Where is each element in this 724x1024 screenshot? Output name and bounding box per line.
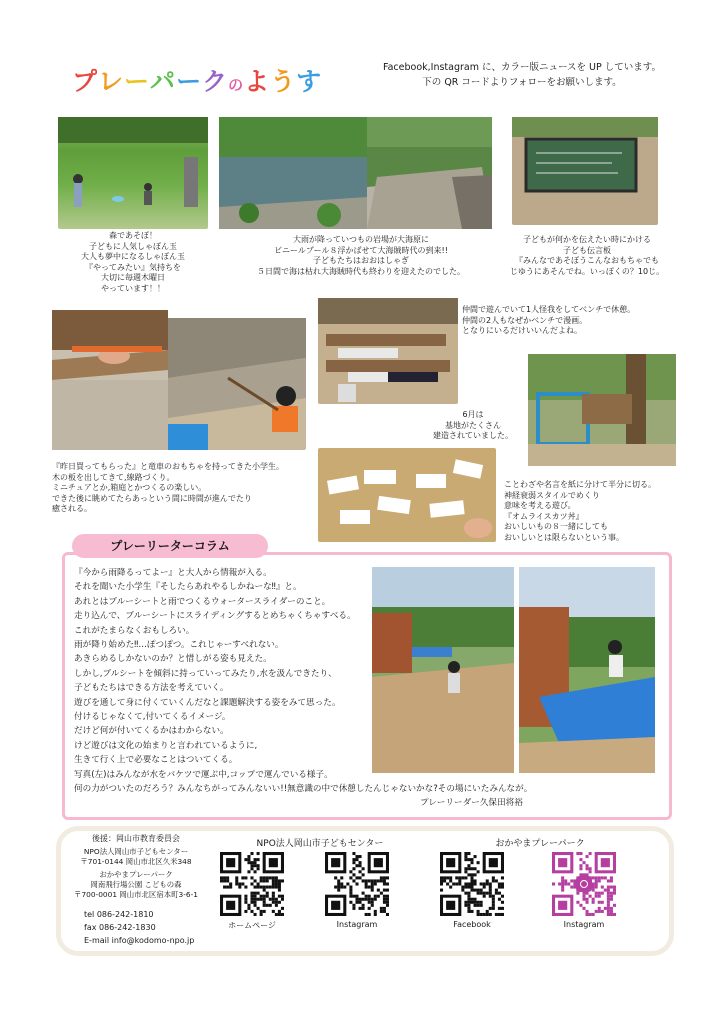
column-line: 遊びを通して身に付くていくんだなと課題解決する姿をみて思った。 <box>74 697 341 708</box>
column-line: それを聞いた小学生『そしたらあれやるしかねーな‼』と。 <box>74 582 302 593</box>
qr-code-park-instagram[interactable] <box>552 852 616 916</box>
caption-line: ５日間で海は枯れ大海賊時代も終わりを迎えたのでした。 <box>257 266 465 276</box>
caption-line: ミニチュアとか,箱庭とかつくるの楽しい。 <box>52 483 207 492</box>
photo-message-board <box>512 117 658 225</box>
caption-line: じゆうにあそんでね。いっぽくの？10じ。 <box>509 266 665 276</box>
caption-line: 木の板を出してきて,線路づくり。 <box>52 472 175 482</box>
column-line: これがたまらなくおもしろい。 <box>74 625 195 636</box>
column-line: 『今から雨降るってよー』と大人から情報が入る。 <box>74 568 272 578</box>
photo-base <box>528 354 676 466</box>
title-char: ー <box>124 67 151 96</box>
qr-label-homepage: ホームページ <box>228 921 276 930</box>
park-heading: おかやまプレーパーク <box>495 839 585 849</box>
caption-line: やっています！！ <box>101 283 165 293</box>
title-char: ー <box>176 67 203 96</box>
caption-line: 大切に毎週木曜日 <box>101 273 165 282</box>
caption-line: 建造されていました。 <box>433 431 513 440</box>
qr-label-facebook: Facebook <box>453 920 491 929</box>
column-line: 生きて行く上で必要なことはついてくる。 <box>74 755 238 766</box>
column-line: 付けるじゃなくて,付いてくるイメージ。 <box>74 712 231 723</box>
org-address: 〒701-0144 岡山市北区久米348 <box>80 857 192 866</box>
caption-line: 基地がたくさん <box>445 420 501 430</box>
qr-label-npo-instagram: Instagram <box>336 920 378 929</box>
instagram-icon <box>576 876 592 892</box>
caption-line: 『オムライスカツ丼』 <box>504 511 584 521</box>
photo-slide-left <box>372 567 514 773</box>
qr-code-npo-instagram[interactable] <box>325 852 389 916</box>
qr-label-park-instagram: Instagram <box>563 920 605 929</box>
caption-line: 仲間で遊んでいて1人怪我をしてベンチで休憩。 <box>462 305 636 314</box>
caption-line: 神経衰弱スタイルでめくり <box>504 490 600 500</box>
column-line: あきらめるしかないのか？と惜しがる姿も見えた。 <box>74 654 272 665</box>
fax-number: fax 086-242-1830 <box>84 923 156 932</box>
contact-numbers <box>84 908 194 947</box>
caption-line: 意味を考える遊び。 <box>504 501 576 510</box>
caption-line: 仲間の2人もなぜかベンチで漫画。 <box>462 315 588 325</box>
caption-bench <box>462 305 672 337</box>
title-char: プ <box>72 67 99 96</box>
caption-line: 大人も夢中になるしゃぼん玉 <box>81 252 185 261</box>
column-line: あれとはブルーシートと雨でつくるウォータースライダーのこと。 <box>74 596 331 607</box>
caption-pool <box>230 235 492 277</box>
contact-block <box>68 834 204 900</box>
email-address: E-mail info@kodomo-npo.jp <box>84 936 195 945</box>
caption-board <box>498 235 676 277</box>
tel-number: tel 086-242-1810 <box>84 910 154 919</box>
title-char: の <box>228 76 245 94</box>
title-char: よ <box>244 67 271 96</box>
caption-line: 子どもに人気しゃぼん玉 <box>89 241 177 251</box>
title-char: う <box>270 67 297 96</box>
caption-line: 子どもが何かを伝えたい時にかける <box>523 235 651 244</box>
column-heading: プレーリーターコラム <box>72 534 268 558</box>
notice-line-2: 下の QR コードよりフォローをお願いします。 <box>422 77 622 88</box>
caption-cards <box>504 480 674 543</box>
photo-pool <box>219 117 367 229</box>
caption-forest <box>58 231 208 294</box>
column-body <box>74 566 533 797</box>
photo-pool-dry <box>367 117 492 229</box>
caption-line: 森であそぼ！ <box>109 231 157 240</box>
park-address: 〒700-0001 岡山市北区宿本町3-6-1 <box>74 890 198 899</box>
caption-line: 『昨日買ってもらった』と竜車のおもちゃを持ってきた小学生。 <box>52 462 284 471</box>
caption-line: 『みんなであそぼうこんなおもちゃでも <box>515 256 659 265</box>
caption-line: 子どもたちはおおはしゃぎ <box>313 256 409 265</box>
column-author: プレーリーダー久保田将裕 <box>420 798 523 808</box>
qr-code-homepage[interactable] <box>220 852 284 916</box>
column-line: 雨が降り始めた‼…ぽつぽつ。これじゃーすべれない。 <box>74 640 284 651</box>
title-char: ク <box>202 67 229 96</box>
caption-line: 癒される。 <box>52 504 92 513</box>
caption-line: ことわざや名言を紙に分けて半分に切る。 <box>504 480 656 489</box>
caption-line: おいしいとは限らないという事。 <box>504 532 624 542</box>
caption-line: 6月は <box>462 410 484 419</box>
photo-bench-kids <box>318 298 458 404</box>
park-name: おかやまプレーパーク <box>99 870 173 879</box>
sns-notice <box>352 60 692 90</box>
caption-line: おいしいもの８一緒にしても <box>504 522 608 531</box>
caption-line: 大雨が降っていつもの岩場が大海原に <box>293 235 429 244</box>
caption-base <box>420 410 526 442</box>
notice-line-1: Facebook,Instagram に、カラー版ニュースを UP しています。 <box>383 62 661 73</box>
title-char: す <box>296 67 323 96</box>
column-line: 何の力がついたのだろう？みんなちがってみんないい!!無意識の中で休憩したんじゃないかな?その場にいたみんなが。 <box>74 784 533 795</box>
column-line: 子どもたちはできる方法を考えていく。 <box>74 683 229 694</box>
title-char: レ <box>98 67 125 96</box>
caption-line: 『やってみたい』気持ちを <box>85 262 181 272</box>
title-char: パ <box>150 67 177 96</box>
column-line: けど遊びは文化の始まりと言われているように, <box>74 740 258 751</box>
caption-stick <box>52 462 314 515</box>
photo-boy-stick <box>168 318 306 450</box>
caption-line: 子ども伝言板 <box>563 245 611 255</box>
caption-line: となりにいるだけいいんだよね。 <box>462 326 582 335</box>
photo-slide-right <box>519 567 655 773</box>
qr-code-facebook[interactable] <box>440 852 504 916</box>
npo-heading: NPO法人岡山市子どもセンター <box>256 839 384 849</box>
column-line: しかし,ブルシートを傾斜に持っていってみたり,水を汲んできたり、 <box>74 668 337 679</box>
org-name: NPO法人岡山市子どもセンター <box>83 847 189 856</box>
photo-hands-wood <box>52 310 168 450</box>
photo-cards <box>318 448 496 542</box>
column-line: だけど何が付いてくるかはわからない。 <box>74 726 229 737</box>
photo-forest-bubbles <box>58 117 208 229</box>
page-title <box>72 62 322 98</box>
sponsor-text: 後援：岡山市教育委員会 <box>92 834 180 843</box>
caption-line: ビニールプール８浮かばせて大海賊時代の到来!! <box>274 245 448 255</box>
column-line: 写真(左)はみんなが水をバケツで運ぶ中,コップで運んでいる様子。 <box>74 769 333 780</box>
column-line: 走り込んで、ブルーシートにスライディングするとめちゃくちゃすべる。 <box>74 611 356 622</box>
park-location: 岡南飛行場公園 こどもの森 <box>90 880 182 889</box>
caption-line: できた後に眺めてたらあっという間に時間が進んでたり <box>52 493 252 503</box>
